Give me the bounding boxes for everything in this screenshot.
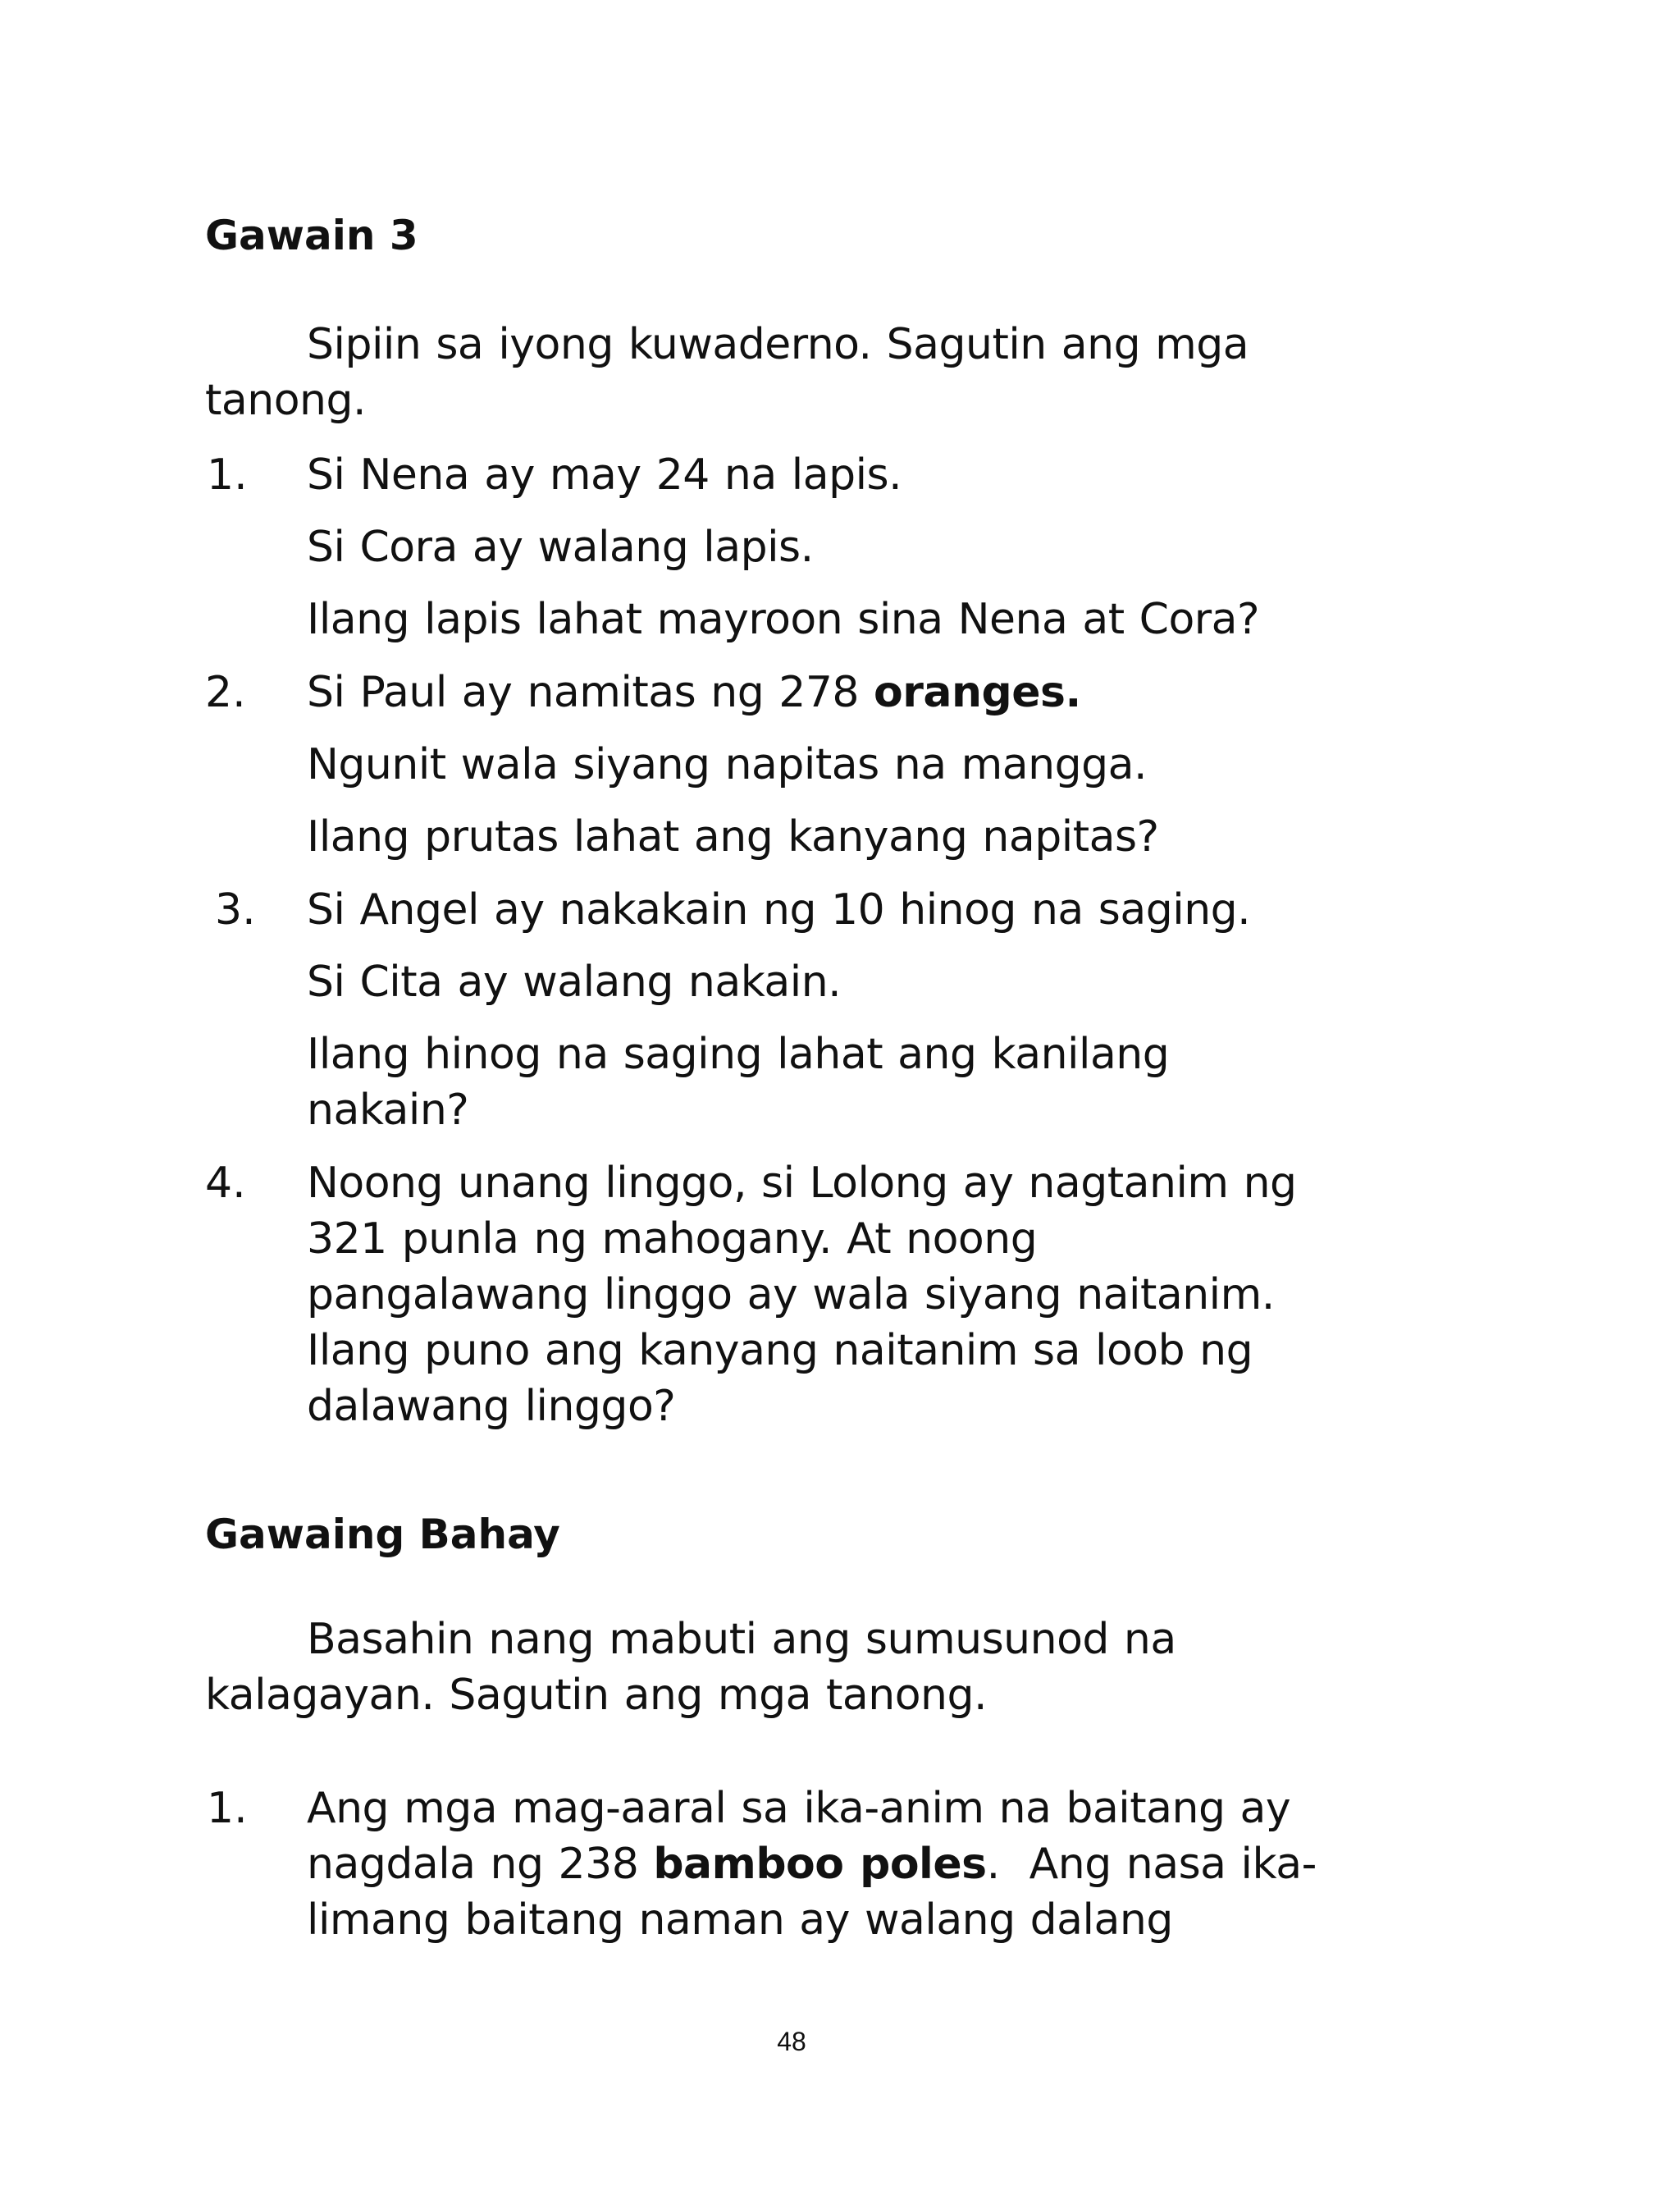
item-line: Si Angel ay nakakain ng 10 hinog na saging. [307, 885, 1251, 935]
page-number: 48 [777, 2027, 806, 2056]
section-heading-gawaing-bahay: Gawaing Bahay [205, 1511, 560, 1558]
item-line: Ilang puno ang kanyang naitanim sa loob ng [307, 1326, 1253, 1375]
item-number: 3. [215, 885, 256, 935]
item-line: 321 punla ng mahogany. At noong [307, 1214, 1038, 1264]
section2-instruction: Basahin nang mabuti ang sumusunod na kalagayan. Sagutin ang mga tanong. [205, 1615, 1176, 1720]
item-number: 1. [207, 450, 248, 500]
item-line [307, 665, 1081, 720]
item-number: 4. [205, 1159, 246, 1208]
item-line: dalawang linggo? [307, 1382, 676, 1431]
item-line: Si Cora ay walang lapis. [307, 523, 814, 572]
homework-item-1-text [307, 1781, 1373, 1948]
item-line: Noong unang linggo, si Lolong ay nagtanim ng [307, 1159, 1297, 1208]
item-line: Ang mga mag-aaral sa ika-anim na baitang ay [307, 1784, 1291, 1833]
item-line: Ilang hinog na saging lahat ang kanilang [307, 1030, 1170, 1079]
item-line: pangalawang linggo ay wala siyang naitanim. [307, 1270, 1275, 1319]
item-number: 2. [205, 668, 246, 717]
item-4-text [307, 1155, 1373, 1434]
item-line: limang baitang naman ay walang dalang [307, 1895, 1173, 1945]
item-bold-text: bamboo poles [653, 1840, 987, 1889]
item-bold-text: oranges. [874, 668, 1081, 717]
item-text: nagdala ng 238 [307, 1840, 654, 1889]
section1-instruction: Sipiin sa iyong kuwaderno. Sagutin ang mga tanong. [205, 320, 1249, 425]
item-line: Ilang prutas lahat ang kanyang napitas? [307, 812, 1159, 862]
item-line: Si Cita ay walang nakain. [307, 958, 842, 1007]
item-line: nakain? [307, 1086, 469, 1135]
section-heading-gawain-3: Gawain 3 [205, 212, 418, 259]
item-number: 1. [207, 1784, 248, 1833]
item-line: Ngunit wala siyang napitas na mangga. [307, 740, 1147, 789]
item-line [307, 1836, 1373, 1892]
item-text: Si Paul ay namitas ng 278 [307, 668, 874, 717]
item-line: Ilang lapis lahat mayroon sina Nena at Cora? [307, 595, 1260, 644]
item-text: . Ang nasa ika- [986, 1840, 1317, 1889]
item-line: Si Nena ay may 24 na lapis. [307, 450, 902, 500]
